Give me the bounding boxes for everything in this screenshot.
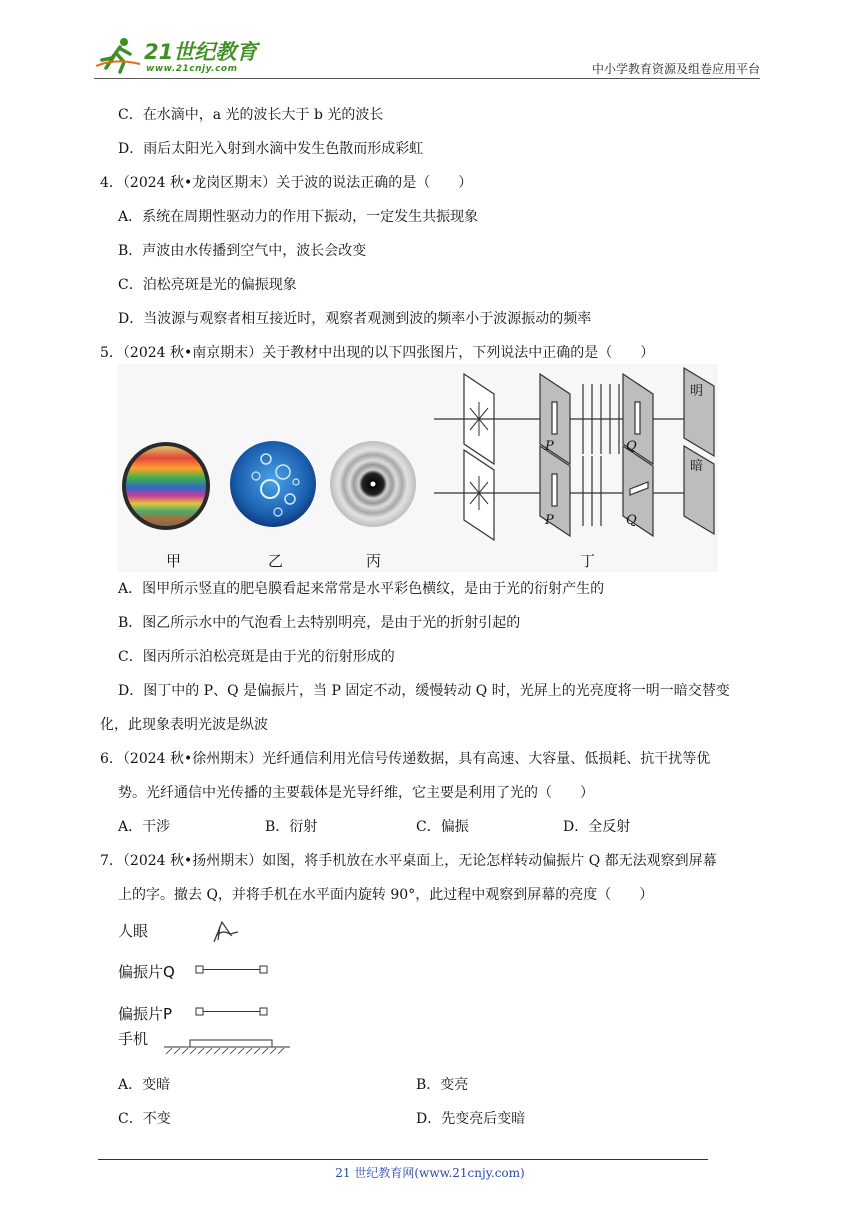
polarizer-q-label-top: Q: [626, 439, 637, 454]
q4-option-a: A．系统在周期性驱动力的作用下振动，一定发生共振现象: [118, 209, 479, 225]
polarizer-p-label-top: P: [545, 439, 554, 454]
q7-option-b: B．变亮: [416, 1077, 469, 1093]
polarizer-p-label: 偏振片P: [118, 1005, 173, 1023]
q5-figure: [118, 364, 718, 572]
q5-stem: 5．（2024 秋•南京期末）关于教材中出现的以下四张图片，下列说法中正确的是（ ）: [100, 345, 655, 361]
logo-url: www.21cnjy.com: [146, 64, 238, 74]
polarizer-p-label-bottom: P: [545, 513, 554, 528]
eye-label: 人眼: [118, 922, 149, 940]
q6-option-a: A．干涉: [118, 819, 171, 835]
figure-label-yi: 乙: [268, 552, 284, 570]
page-header: [94, 34, 760, 80]
screen-bright-label: 明: [690, 384, 704, 399]
q6-stem-line1: 6．（2024 秋•徐州期末）光纤通信利用光信号传递数据，具有高速、大容量、低损耗、抗干扰等优: [100, 751, 711, 767]
q4-stem: 4．（2024 秋•龙岗区期末）关于波的说法正确的是（ ）: [100, 175, 473, 191]
footer-divider: [98, 1159, 708, 1160]
q7-option-d: D．先变亮后变暗: [416, 1111, 526, 1127]
polarizer-q-label-bottom: Q: [626, 513, 637, 528]
eye-icon: [214, 922, 238, 942]
q5-option-b: B．图乙所示水中的气泡看上去特别明亮，是由于光的折射引起的: [118, 615, 521, 631]
phone-label: 手机: [118, 1030, 149, 1048]
q3-option-d: D．雨后太阳光入射到水滴中发生色散而形成彩虹: [118, 141, 424, 157]
runner-logo-icon: [94, 36, 142, 76]
screen-dark-label: 暗: [690, 459, 704, 474]
page-footer: 21 世纪教育网(www.21cnjy.com): [335, 1166, 525, 1180]
q4-option-c: C．泊松亮斑是光的偏振现象: [118, 277, 297, 293]
figure-label-bing: 丙: [366, 552, 382, 570]
site-logo: [94, 34, 264, 78]
figure-label-jia: 甲: [166, 552, 182, 570]
q4-option-d: D．当波源与观察者相互接近时，观察者观测到波的频率小于波源振动的频率: [118, 311, 592, 327]
polarizer-q-label: 偏振片Q: [118, 963, 175, 981]
q7-stem-line2: 上的字。撤去 Q，并将手机在水平面内旋转 90°，此过程中观察到屏幕的亮度（ ）: [118, 887, 654, 903]
q5-option-d-line1: D．图丁中的 P、Q 是偏振片，当 P 固定不动，缓慢转动 Q 时，光屏上的光亮度将一明一暗交替变: [118, 683, 730, 699]
logo-text: 21世纪教育: [144, 40, 258, 64]
q5-option-d-line2: 化，此现象表明光波是纵波: [100, 717, 268, 733]
q7-option-c: C．不变: [118, 1111, 171, 1127]
q5-option-a: A．图甲所示竖直的肥皂膜看起来常常是水平彩色横纹，是由于光的衍射产生的: [118, 581, 605, 597]
q4-option-b: B．声波由水传播到空气中，波长会改变: [118, 243, 367, 259]
q6-stem-line2: 势。光纤通信中光传播的主要载体是光导纤维，它主要是利用了光的（ ）: [118, 785, 594, 801]
bubble-image: [230, 441, 316, 527]
q6-option-c: C．偏振: [416, 819, 469, 835]
header-platform-title: 中小学教育资源及组卷应用平台: [591, 62, 760, 76]
figure-label-ding: 丁: [580, 552, 596, 570]
q6-option-b: B．衍射: [265, 819, 318, 835]
q3-option-c: C．在水滴中，a 光的波长大于 b 光的波长: [118, 107, 384, 123]
q6-option-d: D．全反射: [563, 819, 631, 835]
q7-stem-line1: 7．（2024 秋•扬州期末）如图，将手机放在水平桌面上，无论怎样转动偏振片 Q 都无法观察到屏幕: [100, 853, 717, 869]
header-divider: [94, 78, 760, 79]
q7-option-a: A．变暗: [118, 1077, 171, 1093]
q5-option-c: C．图丙所示泊松亮斑是由于光的衍射形成的: [118, 649, 395, 665]
